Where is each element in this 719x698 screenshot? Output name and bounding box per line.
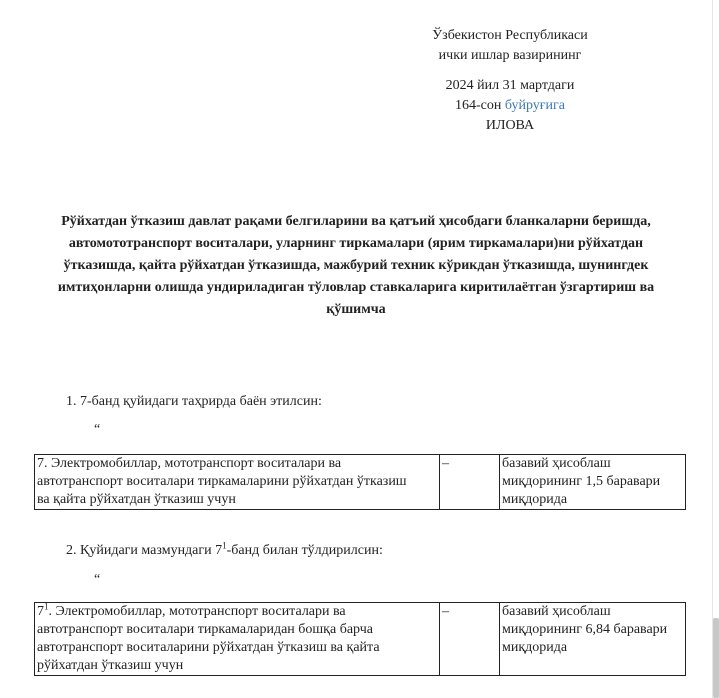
header-ministry: ички ишлар вазирининг xyxy=(438,48,582,63)
item-2-table xyxy=(34,602,686,676)
item-2-text-sup: 1 xyxy=(222,540,227,551)
item-1-quote-mark: “ xyxy=(94,422,101,437)
description-line: автотранспорт воситаларини рўйхатдан ўтказиш ва қайта xyxy=(37,640,380,655)
item-2-quote-mark: “ xyxy=(94,572,101,587)
row-description xyxy=(35,603,440,676)
description-line: рўйхатдан ўтказиш учун xyxy=(37,658,184,673)
item-2-text-suffix: -банд билан тўлдирилсин: xyxy=(226,543,383,558)
description-line: автотранспорт воситалари тиркамаларидан бошқа барча xyxy=(37,622,373,637)
description-text: . Электромобиллар, мототранспорт воситалари ва xyxy=(48,604,346,619)
header-republic: Ўзбекистон Республикаси xyxy=(432,28,588,43)
header-date: 2024 йил 31 мартдаги xyxy=(445,78,575,93)
table-row xyxy=(35,603,686,676)
row-dash: – xyxy=(440,455,500,510)
scrollbar-thumb[interactable] xyxy=(713,618,719,698)
rate-line: миқдорида xyxy=(502,492,568,507)
document-title: Рўйхатдан ўтказиш давлат рақами белгиларини ва қатъий ҳисобдаги бланкаларни беришда, автомототранспорт воситалари, уларнинг тиркамалари (ярим тиркамалари)ни рўйхатдан ўтказишда, қайта рўйхатдан ўтказишда, мажбурий техник кўрикдан ўтказишда, шунингдек имтиҳонларни олишда ундириладиган тўловлар ставкаларига киритилаётган ўзгартириш ва қўшимча xyxy=(57,214,655,317)
item-1-table xyxy=(34,454,686,510)
row-dash: – xyxy=(440,603,500,676)
item-2-text xyxy=(66,542,383,560)
rate-line: миқдорида xyxy=(502,640,568,655)
order-link[interactable]: буйруғига xyxy=(504,98,565,113)
description-line: 7. Электромобиллар, мототранспорт воситалари ва xyxy=(37,456,342,471)
rate-line: миқдорининг 1,5 баравари xyxy=(502,474,661,489)
header-order-number xyxy=(410,96,610,116)
item-2-text-prefix: 2. Қуйидаги мазмундаги 7 xyxy=(66,543,223,558)
header-appendix: ИЛОВА xyxy=(485,118,535,133)
description-line: автотранспорт воситалари тиркамаларини рўйхатдан ўтказиш xyxy=(37,474,407,489)
rate-line: миқдорининг 6,84 баравари xyxy=(502,622,668,637)
description-line: ва қайта рўйхатдан ўтказиш учун xyxy=(37,492,236,507)
approval-header xyxy=(410,26,610,136)
order-number-text: 164-сон xyxy=(455,98,505,113)
item-1-text: 1. 7-банд қуйидаги таҳрирда баён этилсин: xyxy=(66,394,322,409)
rate-line: базавий ҳисоблаш xyxy=(502,604,611,619)
row-description xyxy=(35,455,440,510)
rate-line: базавий ҳисоблаш xyxy=(502,456,611,471)
description-line xyxy=(37,603,437,621)
row-rate xyxy=(500,603,686,676)
item-number: 7 xyxy=(37,604,44,619)
item-number-sup: 1 xyxy=(44,601,49,612)
table-row xyxy=(35,455,686,510)
row-rate xyxy=(500,455,686,510)
